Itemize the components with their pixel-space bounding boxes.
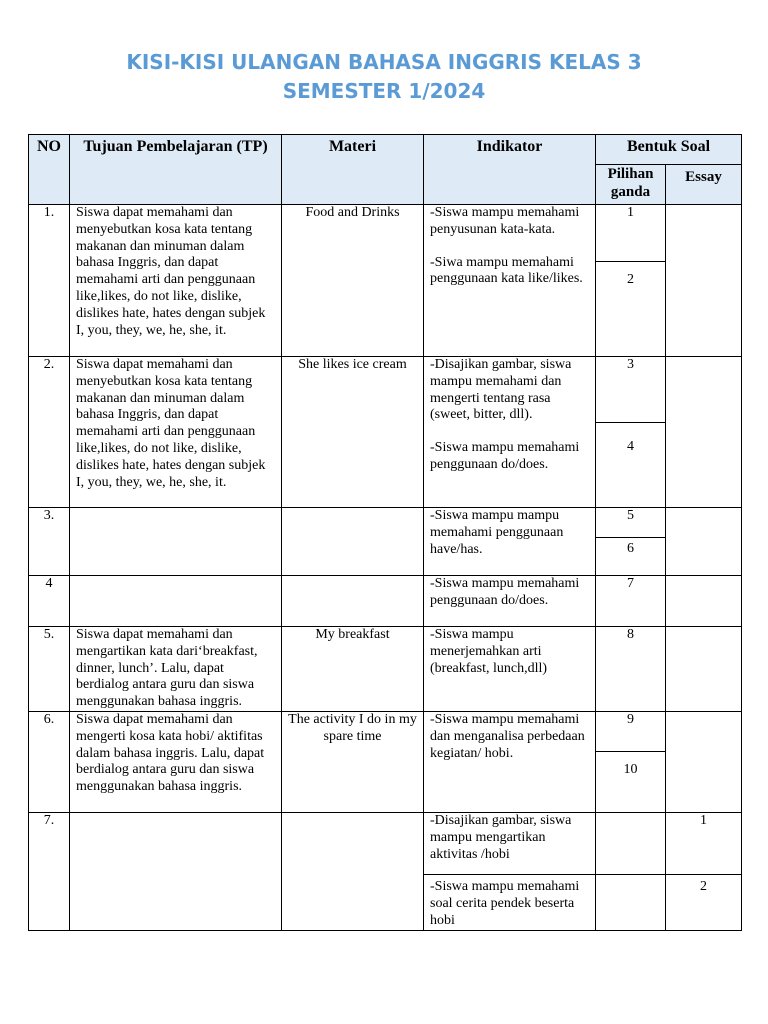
row-essay <box>666 576 742 627</box>
row-indikator-a: -Disajikan gambar, siswa mampu mengartikan aktivitas /hobi <box>424 812 596 874</box>
indikator-b: -Siwa mampu memahami penggunaan kata like/likes. <box>430 254 583 287</box>
table-row <box>29 508 742 538</box>
row-pg-a: 3 <box>596 357 666 423</box>
row-no: 4 <box>29 576 70 627</box>
row-tujuan <box>70 508 282 576</box>
row-pg: 7 <box>596 576 666 627</box>
row-materi: She likes ice cream <box>282 357 424 508</box>
row-no: 1. <box>29 205 70 357</box>
row-materi <box>282 576 424 627</box>
table-header-row <box>29 135 742 165</box>
row-indikator <box>424 205 596 357</box>
row-materi <box>282 812 424 930</box>
row-indikator <box>424 357 596 508</box>
row-essay <box>666 357 742 508</box>
row-no: 6. <box>29 711 70 812</box>
table-row <box>29 205 742 262</box>
row-essay <box>666 508 742 576</box>
title-line-2: SEMESTER 1/2024 <box>282 79 486 103</box>
row-pg-a <box>596 812 666 874</box>
row-indikator: -Siswa mampu memahami dan menganalisa perbedaan kegiatan/ hobi. <box>424 711 596 812</box>
row-pg-a: 1 <box>596 205 666 262</box>
header-essay: Essay <box>666 165 742 205</box>
title-line-1: KISI-KISI ULANGAN BAHASA INGGRIS KELAS 3 <box>126 50 642 74</box>
row-indikator: -Siswa mampu memahami penggunaan do/does. <box>424 576 596 627</box>
row-essay-b: 2 <box>666 874 742 930</box>
row-pg-b: 4 <box>596 423 666 508</box>
indikator-a: -Siswa mampu memahami penyusunan kata-kata. <box>430 205 580 237</box>
row-pg-b <box>596 874 666 930</box>
row-tujuan: Siswa dapat memahami dan mengerti kosa kata hobi/ aktifitas dalam bahasa inggris. Lalu, dapat berdialog antara guru dan siswa menggunakan bahasa inggris. <box>70 711 282 812</box>
row-tujuan: Siswa dapat memahami dan menyebutkan kosa kata tentang makanan dan minuman dalam bahasa Inggris, dan dapat memahami arti dan penggunaan like,likes, do not like, dislike, dislikes hate, hates dengan subjek I, you, they, we, he, she, it. <box>70 357 282 508</box>
table-row <box>29 812 742 874</box>
row-pg-a: 5 <box>596 508 666 538</box>
row-indikator-b: -Siswa mampu memahami soal cerita pendek beserta hobi <box>424 874 596 930</box>
table-row <box>29 711 742 751</box>
row-no: 7. <box>29 812 70 930</box>
row-indikator: -Siswa mampu mampu memahami penggunaan have/has. <box>424 508 596 576</box>
row-no: 2. <box>29 357 70 508</box>
row-pg-b: 2 <box>596 262 666 357</box>
row-essay <box>666 627 742 712</box>
row-tujuan: Siswa dapat memahami dan mengartikan kata dari‘breakfast, dinner, lunch’. Lalu, dapat berdialog antara guru dan siswa menggunakan bahasa inggris. <box>70 627 282 712</box>
row-materi: My breakfast <box>282 627 424 712</box>
table-row <box>29 627 742 712</box>
header-bentuk-soal: Bentuk Soal <box>596 135 742 165</box>
row-indikator: -Siswa mampu menerjemahkan arti (breakfast, lunch,dll) <box>424 627 596 712</box>
header-indikator: Indikator <box>424 135 596 205</box>
kisi-kisi-table <box>28 134 742 931</box>
indikator-a: -Disajikan gambar, siswa mampu memahami dan mengerti tentang rasa (sweet, bitter, dll). <box>430 357 572 423</box>
row-essay-a: 1 <box>666 812 742 874</box>
table-row <box>29 357 742 423</box>
row-pg-a: 9 <box>596 711 666 751</box>
row-pg-b: 10 <box>596 751 666 812</box>
row-tujuan <box>70 812 282 930</box>
page-title <box>0 48 768 106</box>
header-pilihan-ganda: Pilihan ganda <box>596 165 666 205</box>
row-pg: 8 <box>596 627 666 712</box>
indikator-b: -Siswa mampu memahami penggunaan do/does. <box>430 440 580 472</box>
header-tujuan: Tujuan Pembelajaran (TP) <box>70 135 282 205</box>
header-materi: Materi <box>282 135 424 205</box>
row-essay <box>666 711 742 812</box>
row-materi <box>282 508 424 576</box>
row-materi: The activity I do in my spare time <box>282 711 424 812</box>
header-no: NO <box>29 135 70 205</box>
row-tujuan <box>70 576 282 627</box>
row-no: 3. <box>29 508 70 576</box>
row-materi: Food and Drinks <box>282 205 424 357</box>
table-row <box>29 576 742 627</box>
row-no: 5. <box>29 627 70 712</box>
row-pg-b: 6 <box>596 538 666 576</box>
row-tujuan: Siswa dapat memahami dan menyebutkan kosa kata tentang makanan dan minuman dalam bahasa Inggris, dan dapat memahami arti dan penggunaan like,likes, do not like, dislike, dislikes hate, hates dengan subjek I, you, they, we, he, she, it. <box>70 205 282 357</box>
row-essay <box>666 205 742 357</box>
